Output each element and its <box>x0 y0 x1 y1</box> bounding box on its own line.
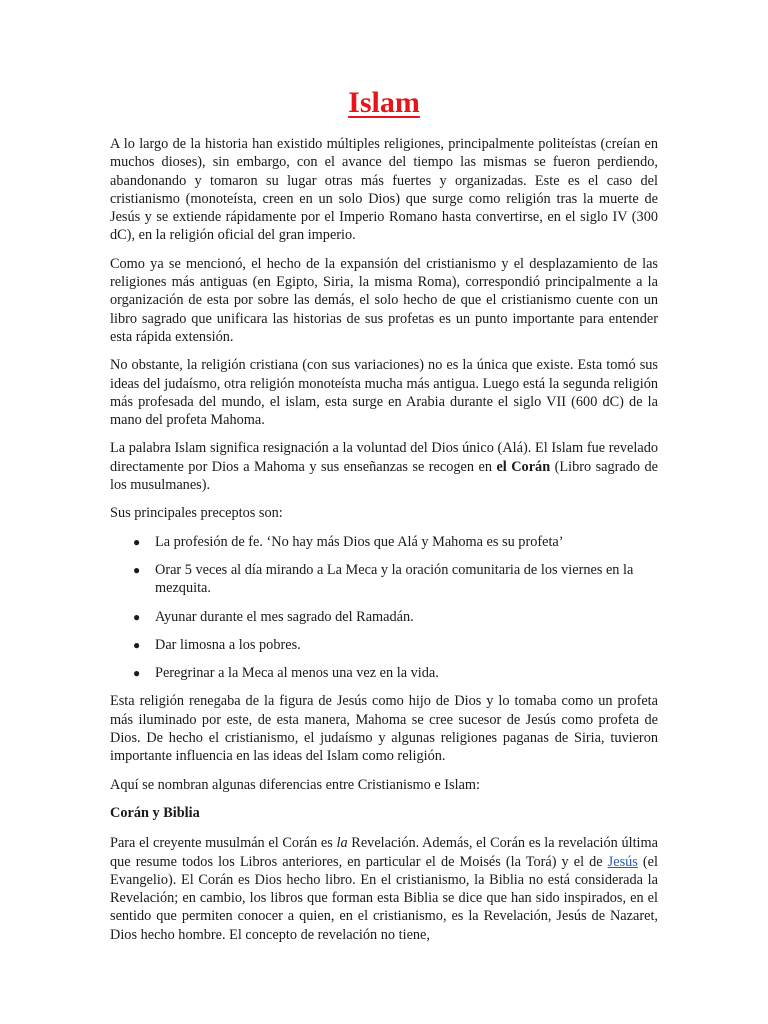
bullet-icon: ● <box>133 609 141 624</box>
paragraph-jesus-figure: Esta religión renegaba de la figura de Jesús como hijo de Dios y lo tomaba como un profeta más iluminado por este, de esta manera, Mahoma se cree sucesor de Jesús como profeta de Dios. De hecho el cristianismo, el judaísmo y algunas religiones paganas de Siria, tuvieron importante influencia en las ideas del Islam como religión. <box>110 693 658 765</box>
list-item-text: Dar limosna a los pobres. <box>155 636 301 653</box>
bullet-icon: ● <box>133 666 141 681</box>
list-item-text: Peregrinar a la Meca al menos una vez en la vida. <box>155 665 439 682</box>
text-span: (Libro sagrado de los musulmanes). <box>110 458 659 494</box>
list-item <box>133 636 658 654</box>
list-item-text: Ayunar durante el mes sagrado del Ramadán. <box>155 608 414 625</box>
list-item <box>133 664 658 682</box>
bold-coran: el Corán <box>496 458 551 475</box>
paragraph-islam-meaning <box>110 439 658 494</box>
page-title: Islam <box>348 86 420 119</box>
text-span: Revelación. Además, el Corán es la revelación última que resume todos los Libros anteriores, en particular el de Moisés (la Torá) y el de <box>110 835 658 870</box>
paragraph-differences-intro: Aquí se nombran algunas diferencias entre Cristianismo e Islam: <box>110 776 481 793</box>
italic-la: la <box>336 835 348 852</box>
list-item <box>133 608 658 626</box>
bullet-icon: ● <box>133 637 141 652</box>
jesus-link[interactable]: Jesús <box>607 853 638 870</box>
bullet-icon: ● <box>133 534 141 549</box>
document-body <box>110 135 658 954</box>
list-item <box>133 561 658 598</box>
text-span: (el Evangelio). El Corán es Dios hecho libro. En el cristianismo, la Biblia no está considerada la Revelación; en cambio, los libros que forman esta Biblia se dice que han sido inspirados, en el sentido que permiten conocer a quien, en el cristianismo, es la Revelación, Jesús de Nazaret, Dios hecho hombre. El concepto de revelación no tiene, <box>110 853 658 943</box>
list-item-text: Orar 5 veces al día mirando a La Meca y la oración comunitaria de los viernes en la mezquita. <box>155 561 634 597</box>
paragraph-precepts-intro: Sus principales preceptos son: <box>110 505 283 522</box>
paragraph-religions: No obstante, la religión cristiana (con sus variaciones) no es la única que existe. Esta tomó sus ideas del judaísmo, otra religión monoteísta mucha más antigua. Luego está la segunda religión más profesada del mundo, el islam, esta surge en Arabia durante el siglo VII (600 dC) de la mano del profeta Mahoma. <box>110 357 658 429</box>
paragraph-coran-biblia <box>110 834 658 944</box>
text-span: La palabra Islam significa resignación a la voluntad del Dios único (Alá). El Islam fue revelado directamente por Dios a Mahoma y sus enseñanzas se recogen en <box>110 440 658 475</box>
list-item-text: La profesión de fe. ‘No hay más Dios que Alá y Mahoma es su profeta’ <box>155 533 564 550</box>
paragraph-intro: A lo largo de la historia han existido múltiples religiones, principalmente politeístas (creían en muchos dioses), sin embargo, con el avance del tiempo las mismas se fueron perdiendo, abandonando y tomaron su lugar otras más fuertes y organizadas. Este es el caso del cristianismo (monoteísta, creen en un solo Dios) que surge como religión tras la muerte de Jesús y se extiende rápidamente por el Imperio Romano hasta convertirse, en el siglo IV (300 dC), en la religión oficial del gran imperio. <box>110 136 658 244</box>
bullet-icon: ● <box>133 562 141 577</box>
precepts-list <box>110 533 658 683</box>
list-item <box>133 533 658 551</box>
section-heading: Corán y Biblia <box>110 804 200 821</box>
text-span: Para el creyente musulmán el Corán es <box>110 835 337 852</box>
paragraph-expansion: Como ya se mencionó, el hecho de la expansión del cristianismo y el desplazamiento de las religiones más antiguas (en Egipto, Siria, la misma Roma), correspondió principalmente a la organización de esta por sobre las demás, el solo hecho de que el cristianismo cuente con un libro sagrado que unificara las historias de sus profetas es un punto importante para entender esta rápida extensión. <box>110 255 658 345</box>
